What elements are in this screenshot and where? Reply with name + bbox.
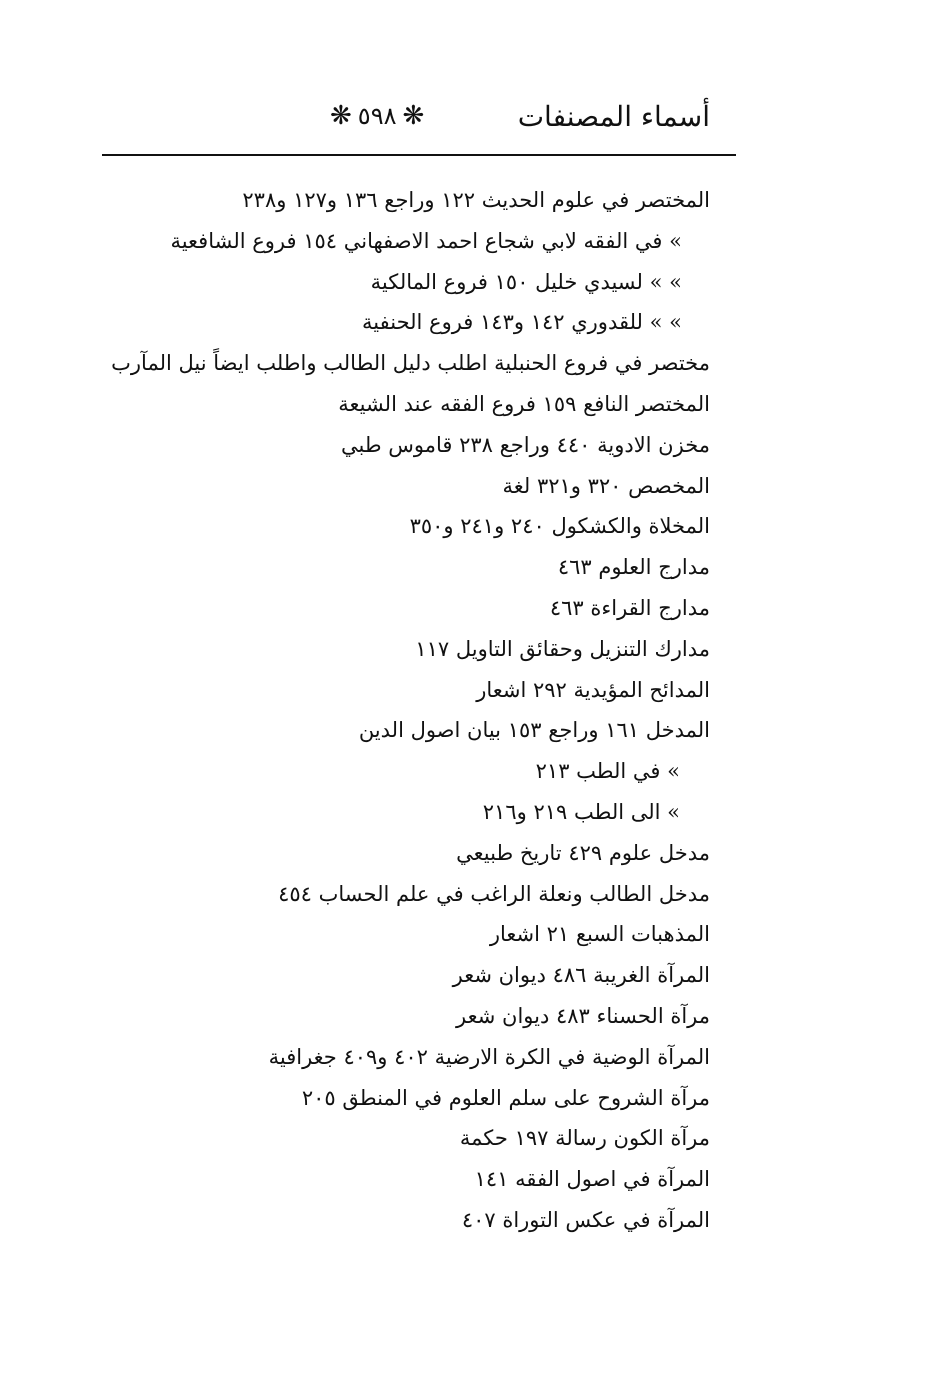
index-entry: مدارك التنزيل وحقائق التاويل ١١٧ (415, 636, 710, 661)
index-entry: المدائح المؤيدية ٢٩٢ اشعار (476, 677, 710, 702)
index-entry: مرآة الشروح على سلم العلوم في المنطق ٢٠٥ (301, 1085, 710, 1110)
index-entry: » الى الطب ٢١٩ و٢١٦ (482, 799, 680, 824)
index-entry: المرآة الغريبة ٤٨٦ ديوان شعر (452, 963, 710, 988)
page-number-group (330, 102, 424, 130)
page-number: ٥٩٨ (357, 102, 397, 130)
index-entry: المختصر النافع ١٥٩ فروع الفقه عند الشيعة (338, 391, 710, 416)
index-entry: » في الطب ٢١٣ (535, 759, 680, 784)
index-entry: مرآة الحسناء ٤٨٣ ديوان شعر (456, 1003, 710, 1028)
index-entry: » » للقدوري ١٤٢ و١٤٣ فروع الحنفية (362, 310, 682, 335)
index-entry: المرآة في عكس التوراة ٤٠٧ (461, 1207, 710, 1232)
index-entry: المدخل ١٦١ وراجع ١٥٣ بيان اصول الدين (358, 718, 710, 743)
index-entry: المرآة الوضية في الكرة الارضية ٤٠٢ و٤٠٩ جغرافية (268, 1044, 710, 1069)
index-entry: المختصر في علوم الحديث ١٢٢ وراجع ١٣٦ و١٢٧ و٢٣٨ (242, 188, 710, 212)
index-entry: مختصر في فروع الحنبلية اطلب دليل الطالب واطلب ايضاً نيل المآرب (111, 351, 710, 376)
ornament-icon: ❋ (402, 101, 425, 131)
page-header (330, 92, 710, 140)
index-entry: المذهبات السبع ٢١ اشعار (489, 922, 710, 947)
index-entry: المخلاة والكشكول ٢٤٠ و٢٤١ و٣٥٠ (409, 514, 710, 539)
running-title: أسماء المصنفات (517, 99, 710, 133)
index-entry: مدخل الطالب ونعلة الراغب في علم الحساب ٤٥٤ (278, 881, 710, 906)
index-entry: المخصص ٣٢٠ و٣٢١ لغة (502, 473, 710, 498)
header-rule (102, 154, 736, 156)
index-entry: مخزن الادوية ٤٤٠ وراجع ٢٣٨ قاموس طبي (341, 432, 710, 457)
index-entry: » في الفقه لابي شجاع احمد الاصفهاني ١٥٤ فروع الشافعية (170, 228, 682, 253)
index-entry: مدارج العلوم ٤٦٣ (557, 555, 710, 580)
ornament-icon: ❋ (330, 101, 352, 131)
index-entry: » » لسيدي خليل ١٥٠ فروع المالكية (370, 269, 682, 294)
index-entry: المرآة في اصول الفقه ١٤١ (474, 1167, 710, 1192)
index-entry-list (111, 180, 710, 1241)
index-entry: مدارج القراءة ٤٦٣ (549, 595, 710, 620)
index-entry: مرآة الكون رسالة ١٩٧ حكمة (459, 1126, 710, 1151)
index-entry: مدخل علوم ٤٢٩ تاريخ طبيعي (456, 840, 710, 865)
